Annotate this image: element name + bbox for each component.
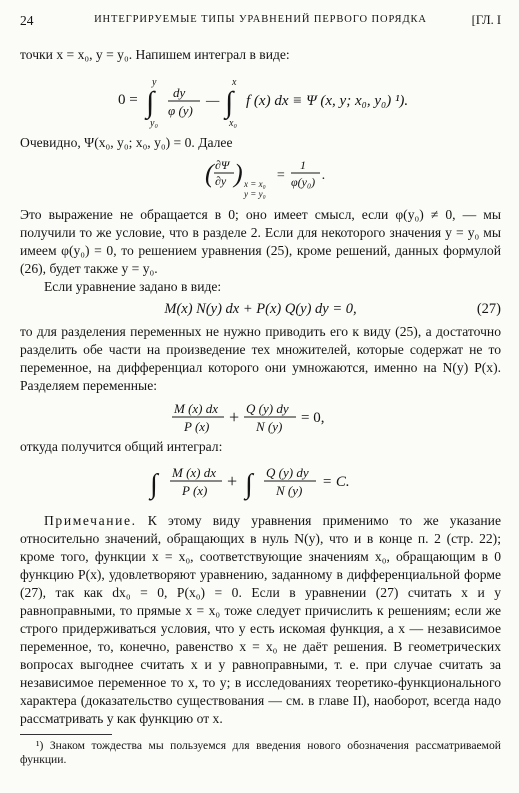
svg-text:Q (y) dy: Q (y) dy bbox=[246, 401, 289, 417]
svg-text:+: + bbox=[227, 471, 238, 492]
general-integral-formula bbox=[20, 458, 501, 506]
footnote-rule bbox=[20, 734, 112, 735]
svg-text:φ (y): φ (y) bbox=[168, 102, 193, 118]
svg-text:∫: ∫ bbox=[245, 469, 253, 501]
equation-27-number: (27) bbox=[476, 300, 501, 317]
svg-text:= C.: = C. bbox=[322, 474, 350, 491]
svg-text:): ) bbox=[234, 158, 243, 188]
page-number: 24 bbox=[20, 13, 34, 28]
svg-text:Q (y) dy: Q (y) dy bbox=[266, 465, 309, 481]
separated-formula bbox=[20, 398, 501, 438]
svg-text:0 =: 0 = bbox=[118, 91, 138, 108]
paragraph-1: точки x = x₀, y = y₀. Напишем интеграл в виде: bbox=[20, 47, 290, 62]
svg-text:x₀: x₀ bbox=[229, 117, 237, 129]
svg-text:∂Ψ: ∂Ψ bbox=[215, 157, 230, 172]
svg-text:φ(y₀): φ(y₀) bbox=[291, 174, 316, 189]
svg-text:+: + bbox=[229, 407, 240, 428]
svg-text:y: y bbox=[152, 76, 157, 88]
integral-formula bbox=[20, 70, 501, 132]
separated-formula-svg bbox=[20, 398, 501, 438]
general-integral-formula-svg bbox=[20, 458, 501, 506]
svg-text:M (x) dx: M (x) dx bbox=[174, 401, 219, 417]
running-title: ИНТЕГРИРУЕМЫЕ ТИПЫ УРАВНЕНИЙ ПЕРВОГО ПОРЯДКА bbox=[94, 14, 427, 25]
svg-text:N (y): N (y) bbox=[276, 483, 303, 499]
svg-text:—: — bbox=[206, 92, 220, 109]
svg-text:= 0,: = 0, bbox=[301, 410, 325, 427]
page-header bbox=[20, 12, 501, 30]
svg-text:1: 1 bbox=[300, 157, 306, 172]
svg-text:.: . bbox=[322, 167, 326, 183]
svg-text:dy: dy bbox=[173, 84, 186, 100]
svg-text:P (x): P (x) bbox=[182, 483, 208, 499]
svg-text:=: = bbox=[276, 167, 286, 183]
paragraph-5: то для разделения переменных не нужно приводить его к виду (25), а достаточно разделить обе части на произведение тех множителей, которые содержат не то переменное, на дифференциал которого они умножаются, именно на N(y) P(x). Разделяем переменные: bbox=[20, 323, 501, 393]
footnote: ¹) Знаком тождества мы пользуемся для введения нового обозначения рассматриваемой функции. bbox=[20, 738, 501, 767]
svg-text:∫: ∫ bbox=[225, 85, 234, 119]
paragraph-3: Это выражение не обращается в 0; оно имеет смысл, если φ(y₀) ≠ 0, — мы получили то же условие, что в разделе 2. Если для некоторого значения y = y₀ мы имеем φ(y₀) = 0, то решением уравнения (25), кроме решений, данных формулой (26), будет также y = y₀. bbox=[20, 206, 501, 276]
page-body bbox=[20, 40, 501, 768]
remark-text: К этому виду уравнения применимо то же указание относительно значений, обращающих в нуль N(y), что и в конце п. 2 (стр. 22); кроме того, функции x = x₀, соответствующие значениям x₀, обращающим в 0 функцию P(x), удовлетворяют уравнению, заданному в дифференциальной форме (27), так как dx₀ = 0, P(x₀) = 0. Если в уравнении (27) считать x и y равноправными, то прямые x = x₀ тоже следует причислить к решениям; если же строго придерживаться условия, что y есть искомая функция, а x — независимое переменное, то, конечно, равенство x = x₀ не даёт решения. В геометрических вопросах выгоднее считать x и y равноправными, т. е. при случае считать за независимое переменное то x, то y; в исследованиях теоретико-функционального характера (доказательство существования — см. в главе II), наоборот, всегда надо рассматривать y как функцию от x. bbox=[20, 513, 501, 726]
svg-text:y = y₀: y = y₀ bbox=[244, 188, 266, 199]
svg-text:∫: ∫ bbox=[146, 85, 155, 119]
svg-text:N (y): N (y) bbox=[256, 419, 283, 435]
integral-formula-svg bbox=[20, 70, 501, 132]
svg-text:(: ( bbox=[205, 158, 214, 188]
paragraph-4: Если уравнение задано в виде: bbox=[44, 278, 222, 294]
paragraph-6: откуда получится общий интеграл: bbox=[20, 439, 223, 455]
equation-27 bbox=[20, 300, 501, 319]
remark-paragraph bbox=[20, 512, 501, 727]
svg-text:f (x) dx ≡ Ψ (x, y; x₀, y₀) ¹): f (x) dx ≡ Ψ (x, y; x₀, y₀) ¹). bbox=[246, 92, 409, 109]
chapter-label: [ГЛ. I bbox=[471, 13, 501, 27]
derivative-formula-svg bbox=[20, 152, 501, 202]
derivative-formula bbox=[20, 152, 501, 202]
svg-text:∂y: ∂y bbox=[215, 173, 227, 188]
svg-text:∫: ∫ bbox=[150, 469, 158, 501]
equation-27-body: M(x) N(y) dx + P(x) Q(y) dy = 0, bbox=[164, 300, 357, 317]
svg-text:P (x): P (x) bbox=[184, 419, 210, 435]
svg-text:y₀: y₀ bbox=[150, 117, 158, 129]
paragraph-2: Очевидно, Ψ(x₀, y₀; x₀, y₀) = 0. Далее bbox=[20, 134, 233, 150]
svg-text:M (x) dx: M (x) dx bbox=[172, 465, 217, 481]
svg-text:x: x bbox=[232, 76, 237, 88]
remark-label: Примечание. bbox=[44, 513, 137, 529]
svg-text:x = x₀: x = x₀ bbox=[244, 178, 266, 189]
